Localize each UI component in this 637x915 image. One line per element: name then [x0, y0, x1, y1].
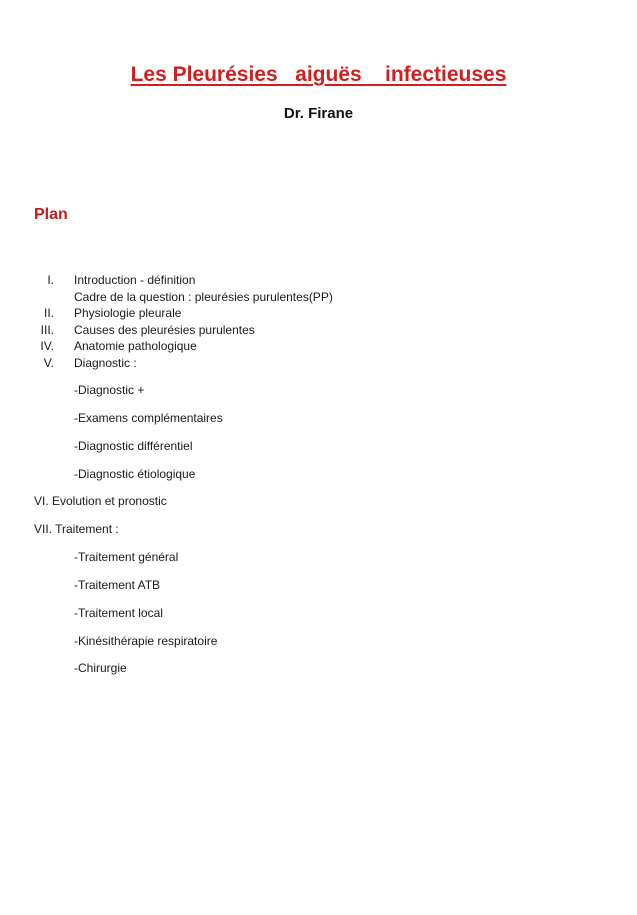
diagnostic-subitem: -Diagnostic + — [74, 383, 145, 397]
outline-number: II. — [43, 306, 54, 321]
section-vi-heading: VI. Evolution et pronostic — [34, 494, 167, 508]
traitement-subitem: -Traitement local — [74, 606, 163, 620]
traitement-subitem: -Chirurgie — [74, 661, 127, 675]
outline-number: III. — [40, 322, 54, 337]
plan-outline — [0, 272, 637, 372]
document-author: Dr. Firane — [283, 105, 354, 122]
outline-item — [0, 338, 637, 355]
outline-text: Introduction - définition — [74, 273, 196, 287]
outline-number: V. — [43, 355, 54, 370]
outline-number: I. — [47, 273, 54, 287]
outline-item — [0, 322, 637, 339]
outline-number: IV. — [40, 339, 54, 354]
diagnostic-subitem: -Diagnostic étiologique — [74, 467, 196, 481]
diagnostic-subitem: -Diagnostic différentiel — [74, 439, 193, 453]
outline-item — [0, 289, 637, 306]
section-vii-heading: VII. Traitement : — [34, 522, 119, 536]
outline-item — [0, 355, 637, 372]
outline-text: Causes des pleurésies purulentes — [74, 322, 255, 337]
diagnostic-subitem: -Examens complémentaires — [74, 411, 223, 425]
outline-item — [0, 305, 637, 322]
plan-heading: Plan — [34, 206, 68, 223]
traitement-subitem: -Traitement général — [74, 550, 179, 564]
document-title: Les Pleurésies aiguës infectieuses — [130, 63, 507, 86]
outline-text: Physiologie pleurale — [74, 306, 182, 321]
outline-text: Anatomie pathologique — [74, 339, 197, 354]
traitement-subitem: -Kinésithérapie respiratoire — [74, 634, 218, 648]
outline-text: Cadre de la question : pleurésies purulentes(PP) — [74, 289, 333, 304]
outline-item — [0, 272, 637, 289]
outline-text: Diagnostic : — [74, 355, 137, 370]
traitement-subitem: -Traitement ATB — [74, 578, 161, 592]
